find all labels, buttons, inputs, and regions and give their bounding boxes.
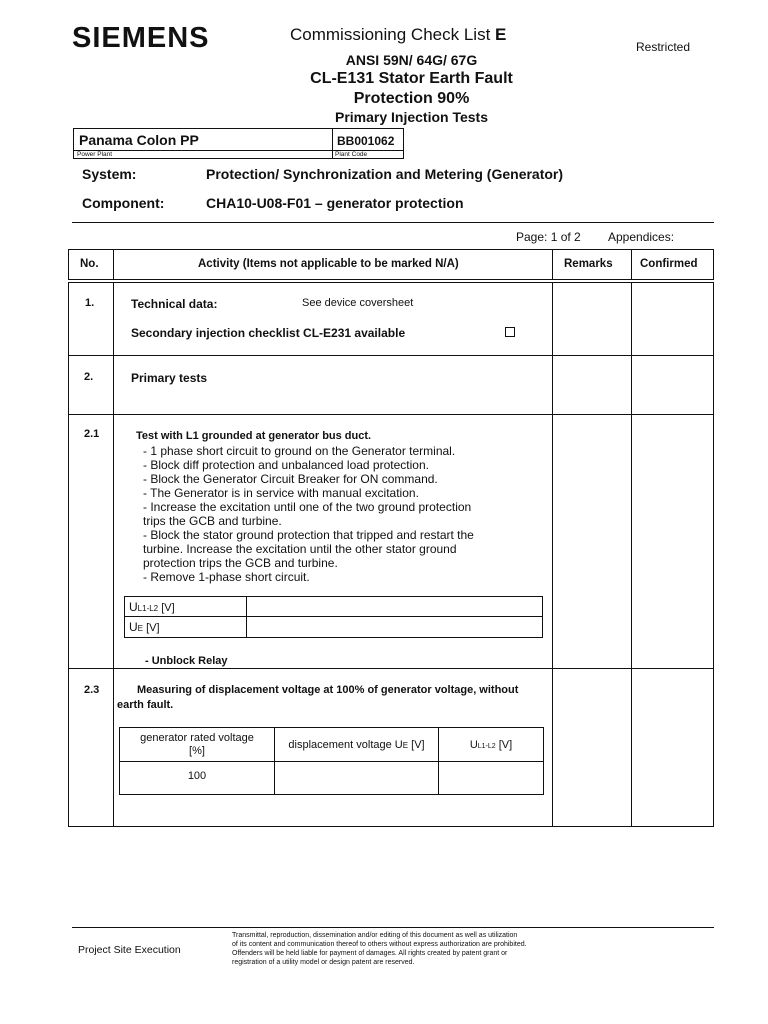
ul1l2-input[interactable] (439, 762, 544, 795)
standard-code: ANSI 59N/ 64G/ 67G (345, 52, 478, 68)
checklist-title-line1: CL-E131 Stator Earth Fault (310, 70, 513, 87)
siemens-logo: SIEMENS (72, 22, 210, 54)
ul1l2-value-input[interactable] (247, 597, 543, 617)
test-step: - The Generator is in service with manual excitation. (143, 486, 419, 500)
test-step: - Remove 1-phase short circuit. (143, 570, 310, 584)
row-2-1-number: 2.1 (84, 428, 100, 440)
secondary-checklist-checkbox[interactable] (505, 327, 515, 337)
ue-label-cell: UE [V] (125, 617, 247, 638)
page-info: Page: 1 of 2 (516, 230, 581, 244)
test-step: - 1 phase short circuit to ground on the Generator terminal. (143, 444, 456, 458)
displacement-title-line2: earth fault. (117, 699, 174, 711)
measurement-table-2-1 (124, 596, 543, 638)
primary-tests-title: Primary tests (131, 371, 208, 385)
plant-code: BB001062 (337, 134, 395, 148)
plant-info-box (73, 128, 404, 159)
test-step: - Block the stator ground protection that tripped and restart the (143, 528, 474, 542)
rated-voltage-value: 100 (120, 762, 275, 795)
header-confirmed: Confirmed (640, 258, 698, 270)
footer-department: Project Site Execution (78, 944, 181, 956)
footer-divider (72, 927, 714, 928)
row-2-3-number: 2.3 (84, 684, 100, 696)
classification-label: Restricted (636, 40, 691, 54)
test-step: - Block the Generator Circuit Breaker for ON command. (143, 472, 438, 486)
test-step: - Block diff protection and unbalanced load protection. (143, 458, 429, 472)
technical-data-label: Technical data: (131, 297, 218, 311)
technical-data-value: See device coversheet (302, 297, 414, 309)
checklist-title-line2: Protection 90% (353, 90, 470, 107)
col-ul1l2: UL1-L2 [V] (439, 728, 544, 762)
appendices-label: Appendices: (608, 230, 675, 244)
test-steps (143, 444, 543, 584)
test-step: turbine. Increase the excitation until the other stator ground (143, 542, 457, 556)
unblock-relay: - Unblock Relay (145, 655, 228, 667)
header-activity: Activity (Items not applicable to be marked N/A) (198, 258, 459, 270)
system-value: Protection/ Synchronization and Metering (Generator) (206, 166, 564, 182)
ue-value-input[interactable] (247, 617, 543, 638)
measurement-table-2-3 (119, 727, 544, 795)
test-step: - Increase the excitation until one of the two ground protection (143, 500, 472, 514)
checklist-subtitle: Primary Injection Tests (334, 109, 488, 125)
component-value: CHA10-U08-F01 – generator protection (206, 195, 464, 211)
col-displacement-voltage: displacement voltage UE [V] (275, 728, 439, 762)
displacement-title-line1: Measuring of displacement voltage at 100% of generator voltage, without (137, 684, 519, 696)
title-prefix: Commissioning Check List (290, 25, 491, 44)
plant-name-caption: Power Plant (77, 151, 113, 158)
document-title (290, 25, 506, 45)
secondary-checklist-text: Secondary injection checklist CL-E231 available (131, 326, 406, 340)
header-no: No. (80, 258, 99, 270)
section-divider (72, 222, 714, 223)
plant-code-caption: Plant Code (335, 151, 368, 158)
plant-name: Panama Colon PP (79, 132, 199, 148)
footer-legal-notice: Transmittal, reproduction, dissemination and/or editing of this document as well as utilization of its content and communication thereof to others without express authorization are prohibited. Offenders will be held liable for payment of damages. All rights created by patent grant or registration of a utility model or design patent are reserved. (232, 932, 527, 966)
header-remarks: Remarks (564, 258, 613, 270)
ul1l2-label-cell: UL1-L2 [V] (125, 597, 247, 617)
row-1-number: 1. (85, 297, 95, 309)
title-letter: E (495, 25, 507, 44)
component-label: Component: (82, 195, 165, 211)
displacement-voltage-input[interactable] (275, 762, 439, 795)
test-step: trips the GCB and turbine. (143, 514, 282, 528)
test-l1-title: Test with L1 grounded at generator bus duct. (136, 430, 372, 442)
col-rated-voltage: generator rated voltage [%] (120, 728, 275, 762)
system-label: System: (82, 166, 137, 182)
row-2-number: 2. (84, 371, 94, 383)
test-step: protection trips the GCB and turbine. (143, 556, 338, 570)
